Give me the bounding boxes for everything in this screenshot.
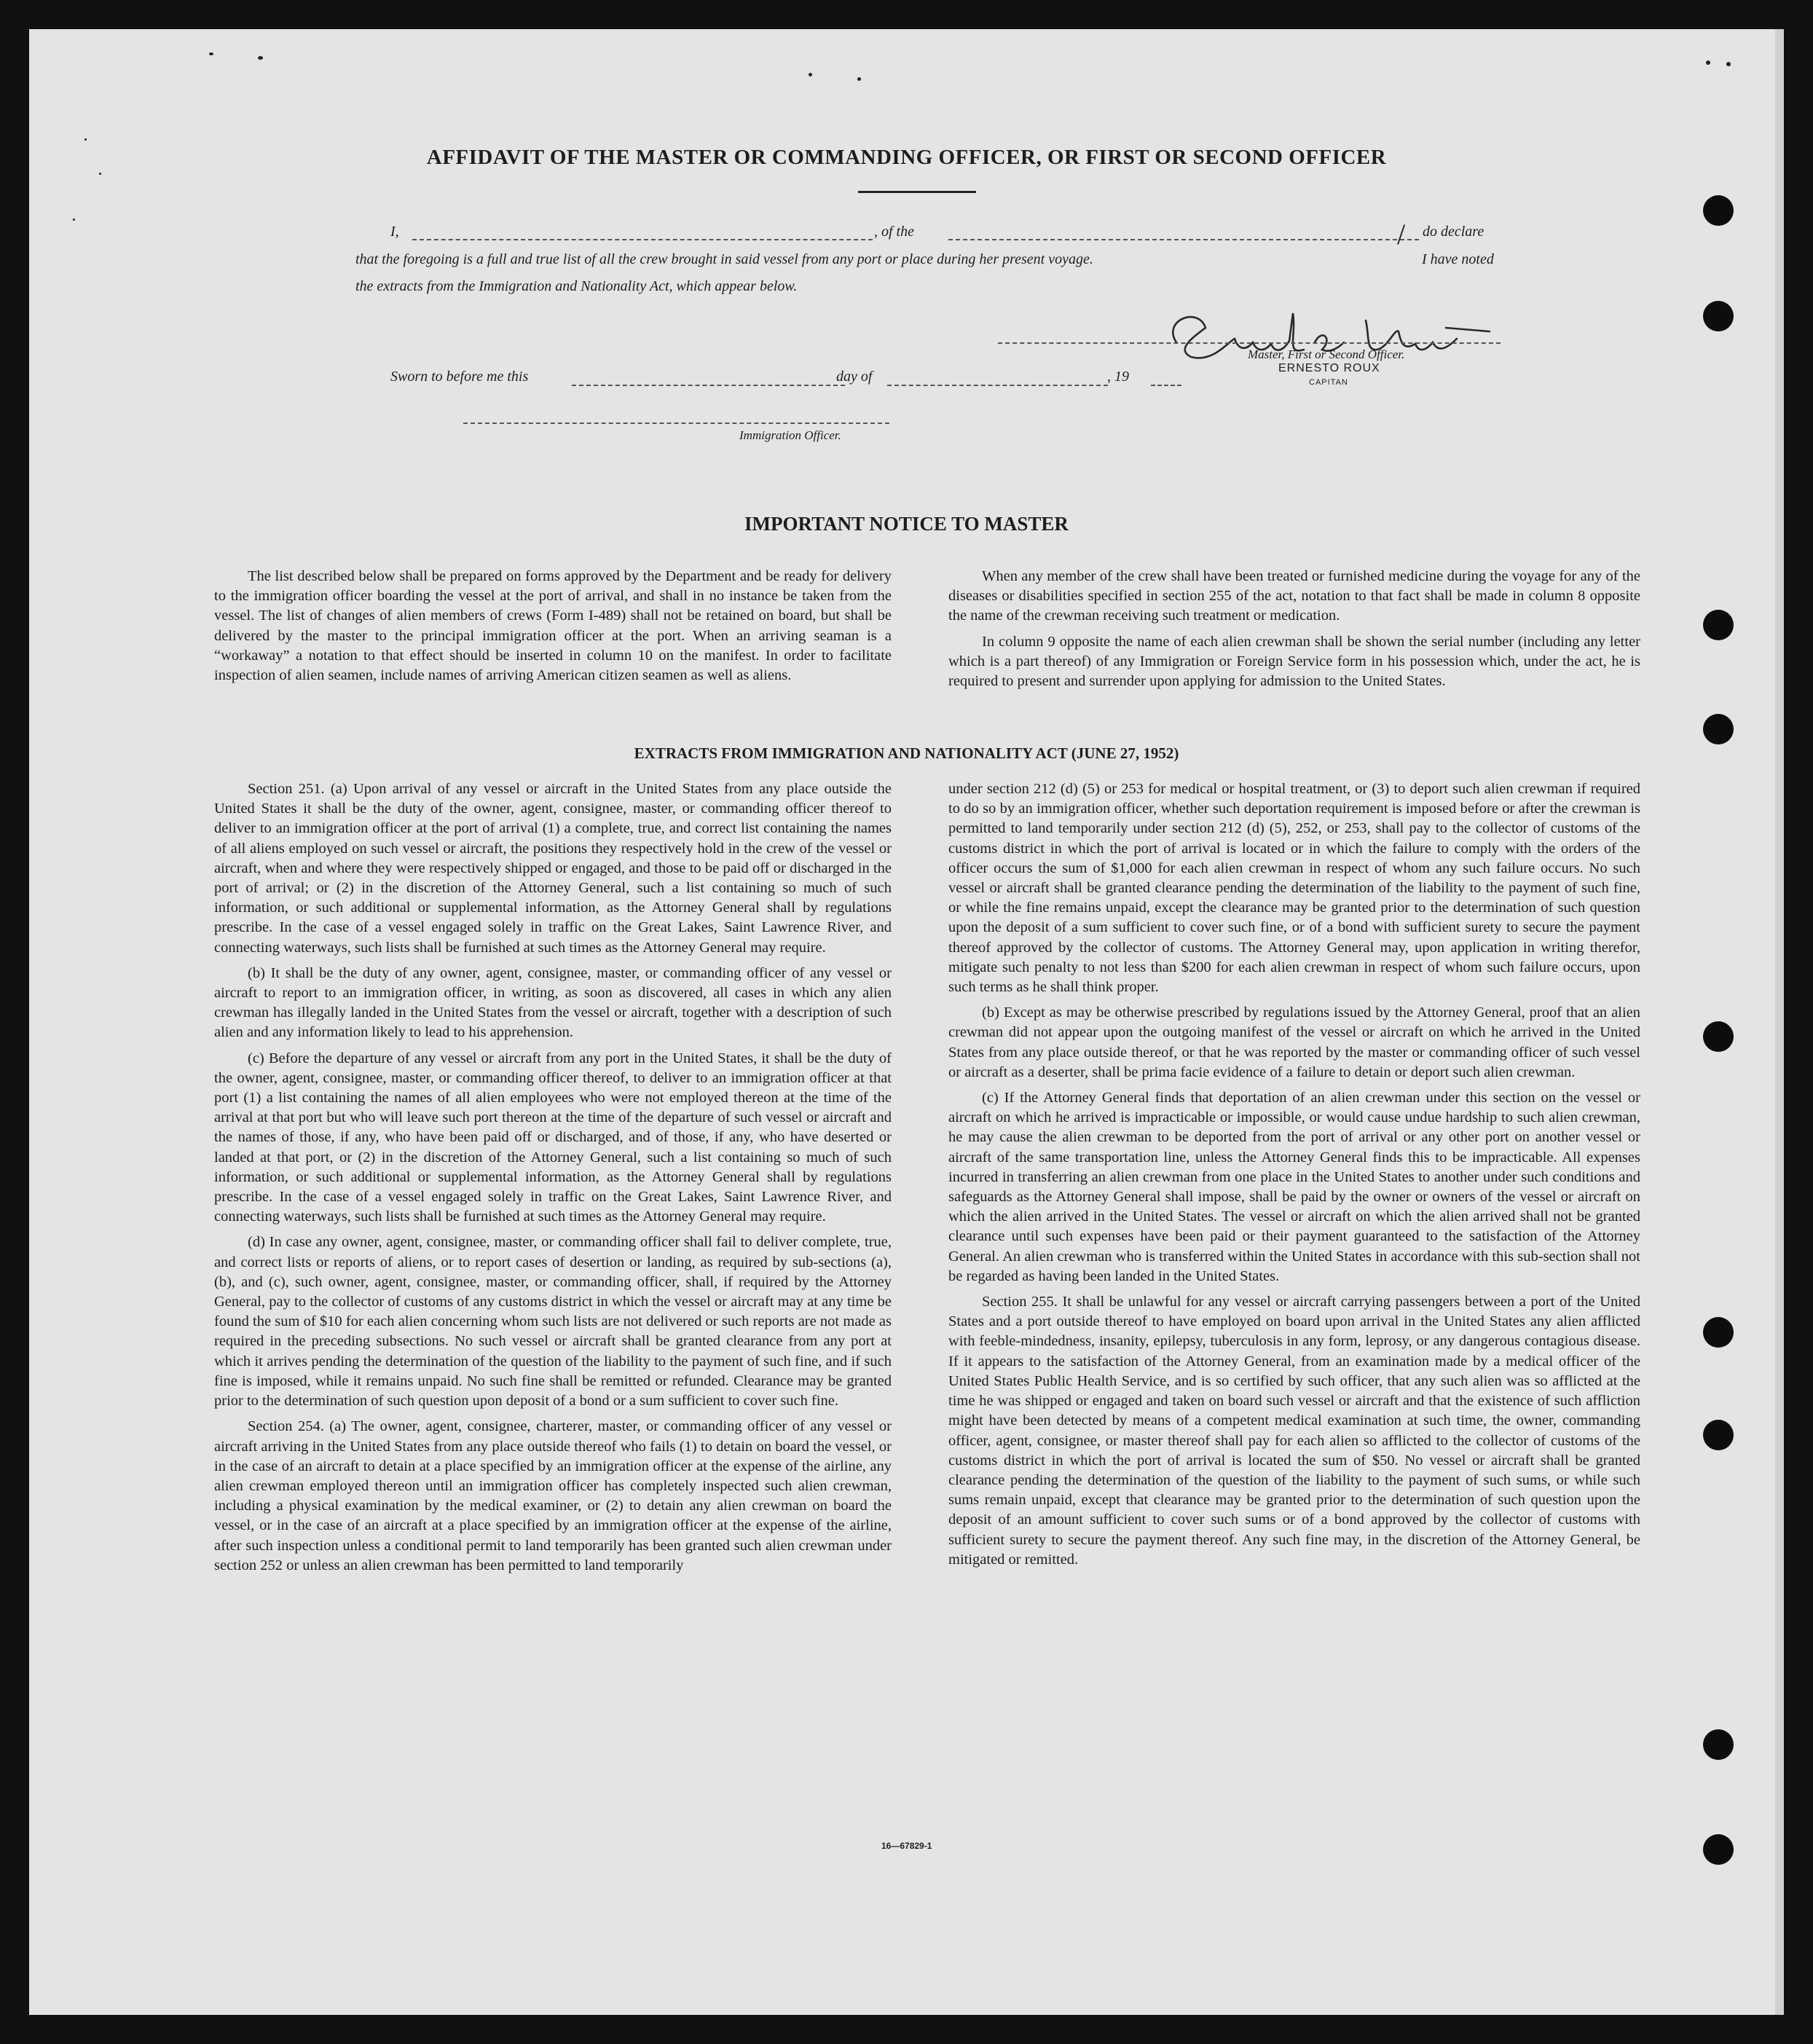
- stamp-title: CAPITAN: [1309, 378, 1348, 387]
- affidavit-declare: do declare: [1423, 224, 1484, 240]
- notice-left-paragraph: The list described below shall be prepared on forms approved by the Department and be ready for delivery to the immigration officer boarding the vessel at the port of arrival, and shall in no instance be taken from the vessel. The list of changes of alien members of crews (Form I-489) shall not be retained on board, but shall be delivered by the master to the principal immigration officer at the port. When an arriving seaman is a “workaway” a notation to that effect should be inserted in column 10 on the manifest. In order to facilitate inspection of alien seamen, include names of arriving American citizen seamen as well as aliens.: [214, 568, 892, 684]
- section-251-c: (c) Before the departure of any vessel or aircraft from any port in the United States, it shall be the duty of the owner, agent, consignee, master, or commanding officer thereof, to deliver to an immigration officer at that port (1) a list containing the names of all alien employees who were not employed thereon at the time of the arrival at that port but who will leave such port thereon at the time of the departure of such vessel or aircraft and the names of those, if any, who have been paid off or discharged, and of those, if any, who have deserted or landed at that port, or (2) in the discretion of the Attorney General, such a list containing so much of such information, or such additional or supplemental information, as the Attorney General shall by regulations prescribe. In the case of a vessel engaged solely in traffic on the Great Lakes, Saint Lawrence River, and connecting waterways, such lists shall be furnished at such times as the Attorney General may require.: [214, 1050, 892, 1225]
- affidavit-title: AFFIDAVIT OF THE MASTER OR COMMANDING OFFICER, OR FIRST OR SECOND OFFICER: [426, 146, 1387, 169]
- section-254-c: (c) If the Attorney General finds that deportation of an alien crewman under this section on the vessel or aircraft on which he arrived is impracticable or impossible, or would cause undue hardship to such alien crewman, he may cause the alien crewman to be deported from the port of arrival or any other port on another vessel or aircraft of the same transportation line, unless the Attorney General finds this to be impracticable. All expenses incurred in transferring an alien crewman from one place in the United States to another under such conditions and safeguards as the Attorney General shall impose, shall be paid by the owner or owners of the vessel or aircraft on which the alien arrived in the United States. The vessel or aircraft on which the alien arrived shall not be granted clearance until such expenses have been paid or their payment guaranteed to the satisfaction of the Attorney General. An alien crewman who is transferred within the United States in accordance with this sub-section shall not be regarded as having been landed in the United States.: [948, 1090, 1640, 1284]
- section-254-a: Section 254. (a) The owner, agent, consignee, charterer, master, or commanding officer of any vessel or aircraft arriving in the United States from any place outside thereof who fails (1) to detain on board the vessel, or in the case of an aircraft to detain at a place specified by an immigration officer at the expense of the airline, any alien crewman employed thereon until an immigration officer has completely inspected such alien crewman, including a physical examination by the medical examiner, or (2) to detain any alien crewman on board the vessel, or in the case of an aircraft at a place specified by an immigration officer at the expense of the airline, after such inspection unless a conditional permit to land temporarily has been granted such alien crewman under section 252 or unless an alien crewman has been permitted to land temporarily: [214, 1418, 892, 1573]
- scan-speck: [857, 77, 861, 81]
- scan-speck: [99, 173, 101, 175]
- extracts-title: EXTRACTS FROM IMMIGRATION AND NATIONALITY ACT (JUNE 27, 1952): [634, 744, 1179, 762]
- affidavit-i: I,: [390, 224, 399, 240]
- notice-title: IMPORTANT NOTICE TO MASTER: [744, 513, 1069, 535]
- affidavit-line3: the extracts from the Immigration and Nationality Act, which appear below.: [355, 278, 798, 294]
- scan-speck: [209, 52, 213, 55]
- name-blank-line: [412, 239, 873, 240]
- notice-right-paragraph-2: In column 9 opposite the name of each alien crewman shall be shown the serial number (including any letter which is a part thereof) of any Immigration or Foreign Service form in his possession which, under the act, he is required to present and surrender upon applying for admission to the United States.: [948, 633, 1640, 690]
- section-254-a-continued: under section 212 (d) (5) or 253 for medical or hospital treatment, or (3) to deport such alien crewman if required to do so by an immigration officer, whether such deportation requirement is imposed before or after the crewman is permitted to land temporarily under section 212 (d) (5), 252, or 253, shall pay to the collector of customs of the customs district in which the port of arrival is located or in which the failure to comply with the orders of the officer occurs the sum of $1,000 for each alien crewman in respect of whom any such failure occurs. No such vessel or aircraft shall be granted clearance pending the determination of the liability to the payment of such fine, or while the fine remains unpaid, except the clearance may be granted prior to the determination of such question upon the deposit of a sum sufficient to cover such fine, or of a bond with sufficient surety to secure the payment thereof approved by the collector of customs. The Attorney General may, upon application in writing therefor, mitigate such penalty to not less than $200 for each alien crewman in respect of whom such failure occurs, upon such terms as he shall think proper.: [948, 781, 1640, 996]
- extracts-right-column: [948, 779, 1640, 1576]
- year-label: , 19: [1107, 369, 1129, 385]
- binder-hole: [1703, 301, 1734, 331]
- form-number: 16—67829-1: [881, 1841, 932, 1851]
- section-254-b: (b) Except as may be otherwise prescribed by regulations issued by the Attorney General, proof that an alien crewman did not appear upon the outgoing manifest of the vessel or aircraft on which he arrived in the United States from any place outside thereof, or that he was reported by the master or commanding officer of such vessel or aircraft as a deserter, shall be prima facie evidence of a failure to detain or deport such alien crewman.: [948, 1005, 1640, 1080]
- month-blank: [887, 385, 1108, 386]
- officer-label: Immigration Officer.: [739, 428, 841, 442]
- scan-speck: [1706, 60, 1710, 65]
- section-251-b: (b) It shall be the duty of any owner, agent, consignee, master, or commanding officer of any vessel or aircraft to report to an immigration officer, in writing, as soon as discovered, all cases in which any alien crewman has illegally landed in the United States from the vessel or aircraft, together with a description of such alien and any information likely to lead to his apprehension.: [214, 964, 892, 1041]
- signature-label: Master, First or Second Officer.: [1248, 347, 1405, 361]
- handwritten-slash: /: [1397, 218, 1406, 251]
- page-edge-shadow: [1775, 29, 1784, 2015]
- scan-speck: [258, 56, 263, 60]
- extracts-left-column: [214, 779, 892, 1581]
- binder-hole: [1703, 610, 1734, 640]
- scan-speck: [73, 219, 75, 221]
- binder-hole: [1703, 1317, 1734, 1348]
- binder-hole: [1703, 1420, 1734, 1450]
- binder-hole: [1703, 1021, 1734, 1052]
- affidavit-line2-end: I have noted: [1422, 251, 1494, 267]
- notice-left-column: [214, 567, 892, 691]
- year-blank: [1151, 385, 1181, 386]
- binder-hole: [1703, 714, 1734, 744]
- binder-hole: [1703, 1834, 1734, 1865]
- document-page: [29, 29, 1784, 2015]
- notice-right-column: [948, 567, 1640, 697]
- affidavit-of-the: , of the: [874, 224, 914, 240]
- title-underline: [858, 191, 976, 193]
- vessel-blank-line: [948, 239, 1419, 240]
- section-251-a: Section 251. (a) Upon arrival of any vessel or aircraft in the United States from any place outside the United States it shall be the duty of the owner, agent, consignee, master, or commanding officer thereof to deliver to an immigration officer at the port of arrival (1) a complete, true, and correct list containing the names of all aliens employed on such vessel or aircraft, the positions they respectively hold in the crew of the vessel or aircraft, when and where they were respectively shipped or engaged, and those to be paid off or discharged in the port of arrival; or (2) in the discretion of the Attorney General, such a list containing so much of such information, or such additional or supplemental information, as the Attorney General shall by regulations prescribe. In the case of a vessel engaged solely in traffic on the Great Lakes, Saint Lawrence River, and connecting waterways, such lists shall be furnished at such times as the Attorney General may require.: [214, 781, 892, 956]
- signature-blank-line: [998, 342, 1501, 344]
- binder-hole: [1703, 1729, 1734, 1760]
- day-of-label: day of: [836, 369, 873, 385]
- binder-hole: [1703, 195, 1734, 226]
- scan-speck: [809, 73, 812, 76]
- scan-speck: [1726, 62, 1731, 66]
- officer-blank-line: [463, 422, 889, 424]
- affidavit-line2: that the foregoing is a full and true list of all the crew brought in said vessel from any port or place during her present voyage.: [355, 251, 1093, 267]
- stamp-name: ERNESTO ROUX: [1278, 362, 1380, 374]
- section-255: Section 255. It shall be unlawful for any vessel or aircraft carrying passengers between a port of the United States and a port outside thereof to have employed on board upon arrival in the United States any alien afflicted with feeble-mindedness, insanity, epilepsy, tuberculosis in any form, leprosy, or any dangerous contagious disease. If it appears to the satisfaction of the Attorney General, from an examination made by a medical officer of the United States Public Health Service, and is so certified by such officer, that any such alien was so afflicted at the time he was shipped or engaged and taken on board such vessel or aircraft and that the existence of such affliction might have been detected by means of a competent medical examination at such time, the owner, commanding officer, agent, consignee, or master thereof shall pay for each alien so afflicted to the collector of customs of the customs district in which the port of arrival is located the sum of $50. No vessel or aircraft shall be granted clearance pending the determination of the question of the liability to the payment of such sums, or while such sums remain unpaid, except that clearance may be granted prior to the determination of such question upon the deposit of an amount sufficient to cover such sums or of a bond approved by the collector of customs with sufficient surety to secure the payment thereof. Any such fine may, in the discretion of the Attorney General, be mitigated or remitted.: [948, 1294, 1640, 1568]
- sworn-label: Sworn to before me this: [390, 369, 529, 385]
- sworn-day-blank: [572, 385, 845, 386]
- notice-right-paragraph-1: When any member of the crew shall have been treated or furnished medicine during the voyage for any of the diseases or disabilities specified in section 255 of the act, notation to that fact shall be made in column 8 opposite the name of the crewman receiving such treatment or medication.: [948, 568, 1640, 624]
- scan-speck: [84, 138, 87, 141]
- section-251-d: (d) In case any owner, agent, consignee, master, or commanding officer shall fail to deliver complete, true, and correct lists or reports of aliens, or to report cases of desertion or landing, as required by sub-sections (a), (b), and (c), such owner, agent, consignee, master, or commanding officer, shall, if required by the Attorney General, pay to the collector of customs of any customs district in which the vessel or aircraft may at any time be found the sum of $10 for each alien concerning whom such lists are not delivered or such reports are not made as required in the preceding subsections. No such vessel or aircraft shall be granted clearance from any port at which it arrives pending the determination of the question of the liability to the payment of such fine, and if such fine is imposed, while it remains unpaid. No such fine shall be remitted or refunded. Clearance may be granted prior to the determination of such question upon deposit of a bond or a sum sufficient to cover such fine.: [214, 1234, 892, 1410]
